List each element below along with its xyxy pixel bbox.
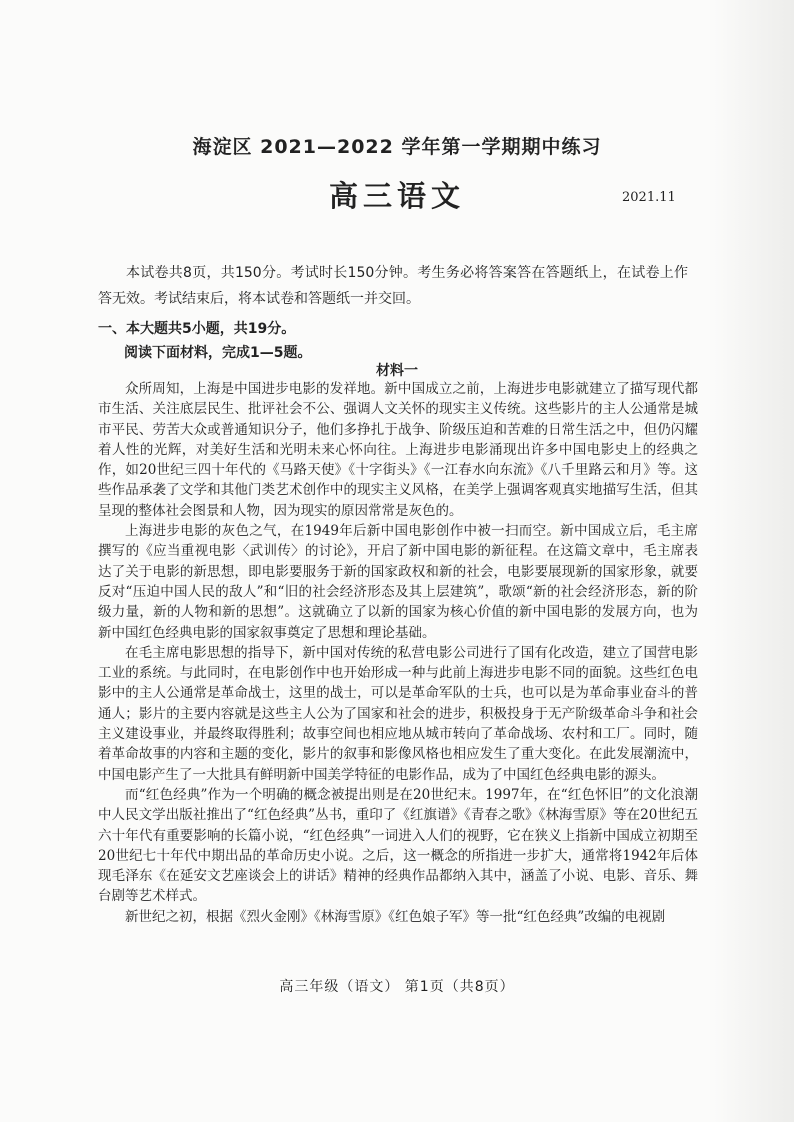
material-title: 材料一 <box>376 363 418 379</box>
paragraph: 新世纪之初，根据《烈火金刚》《林海雪原》《红色娘子军》等一批“红色经典”改编的电视剧 <box>125 908 666 925</box>
exam-notice: 本试卷共8页，共150分。考试时长150分钟。考生务必将答案答在答题纸上，在试卷上作答无效。考试结束后，将本试卷和答题纸一并交回。 <box>98 265 688 307</box>
material-body <box>98 379 698 927</box>
paragraph: 众所周知，上海是中国进步电影的发祥地。新中国成立之前，上海进步电影就建立了描写现代都市生活、关注底层民生、批评社会不公、强调人文关怀的现实主义传统。这些影片的主人公通常是城市平民、劳苦大众或普通知识分子，他们多挣扎于战争、阶级压迫和苦难的日常生活之中，但仍闪耀着人性的光辉，对美好生活和光明未来心怀向往。上海进步电影涌现出许多中国电影史上的经典之作，如20世纪三四十年代的《马路天使》《十字街头》《一江春水向东流》《八千里路云和月》等。这些作品承袭了文学和其他门类艺术创作中的现实主义风格，在美学上强调客观真实地描写生活，但其呈现的整体社会图景和人物，因为现实的原因常常是灰色的。 <box>98 381 698 519</box>
subject-title: 高三语文 <box>328 179 465 213</box>
exam-title: 海淀区 2021—2022 学年第一学期期中练习 <box>192 136 602 158</box>
paragraph: 而“红色经典”作为一个明确的概念被提出则是在20世纪末。1997年，在“红色怀旧”的文化浪潮中人民文学出版社推出了“红色经典”丛书，重印了《红旗谱》《青春之歌》《林海雪原》等在20世纪五六十年代有重要影响的长篇小说，“红色经典”一词进入人们的视野，它在狭义上指新中国成立初期至20世纪七十年代中期出品的革命历史小说。之后，这一概念的所指进一步扩大，通常将1942年后体现毛泽东《在延安文艺座谈会上的讲话》精神的经典作品都纳入其中，涵盖了小说、电影、音乐、舞台剧等艺术样式。 <box>98 786 698 905</box>
section-heading: 一、本大题共5小题，共19分。 <box>98 321 296 337</box>
scan-shadow <box>714 0 794 1122</box>
page-footer: 高三年级（语文） 第1页（共8页） <box>279 979 515 995</box>
paragraph: 在毛主席电影思想的指导下，新中国对传统的私营电影公司进行了国有化改造，建立了国营电影工业的系统。与此同时，在电影创作中也开始形成一种与此前上海进步电影不同的面貌。这些红色电影中的主人公通常是革命战士，这里的战士，可以是革命军队的士兵，也可以是为革命事业奋斗的普通人；影片的主要内容就是这些主人公为了国家和社会的进步，积极投身于无产阶级革命斗争和社会主义建设事业，并最终取得胜利；故事空间也相应地从城市转向了革命战场、农村和工厂。同时，随着革命故事的内容和主题的变化，影片的叙事和影像风格也相应发生了重大变化。在此发展潮流中，中国电影产生了一大批具有鲜明新中国美学特征的电影作品，成为了中国红色经典电影的源头。 <box>98 644 698 783</box>
paragraph: 上海进步电影的灰色之气，在1949年后新中国电影创作中被一扫而空。新中国成立后，毛主席撰写的《应当重视电影〈武训传〉的讨论》，开启了新中国电影的新征程。在这篇文章中，毛主席表达了关于电影的新思想，即电影要服务于新的国家政权和新的社会，电影要展现新的国家形象，就要反对“压迫中国人民的敌人”和“旧的社会经济形态及其上层建筑”，歌颂“新的社会经济形态，新的阶级力量，新的人物和新的思想”。这就确立了以新的国家为核心价值的新中国电影的发展方向，也为新中国红色经典电影的国家叙事奠定了思想和理论基础。 <box>98 523 698 641</box>
exam-date: 2021.11 <box>622 190 676 205</box>
reading-instruction: 阅读下面材料，完成1—5题。 <box>124 345 312 361</box>
